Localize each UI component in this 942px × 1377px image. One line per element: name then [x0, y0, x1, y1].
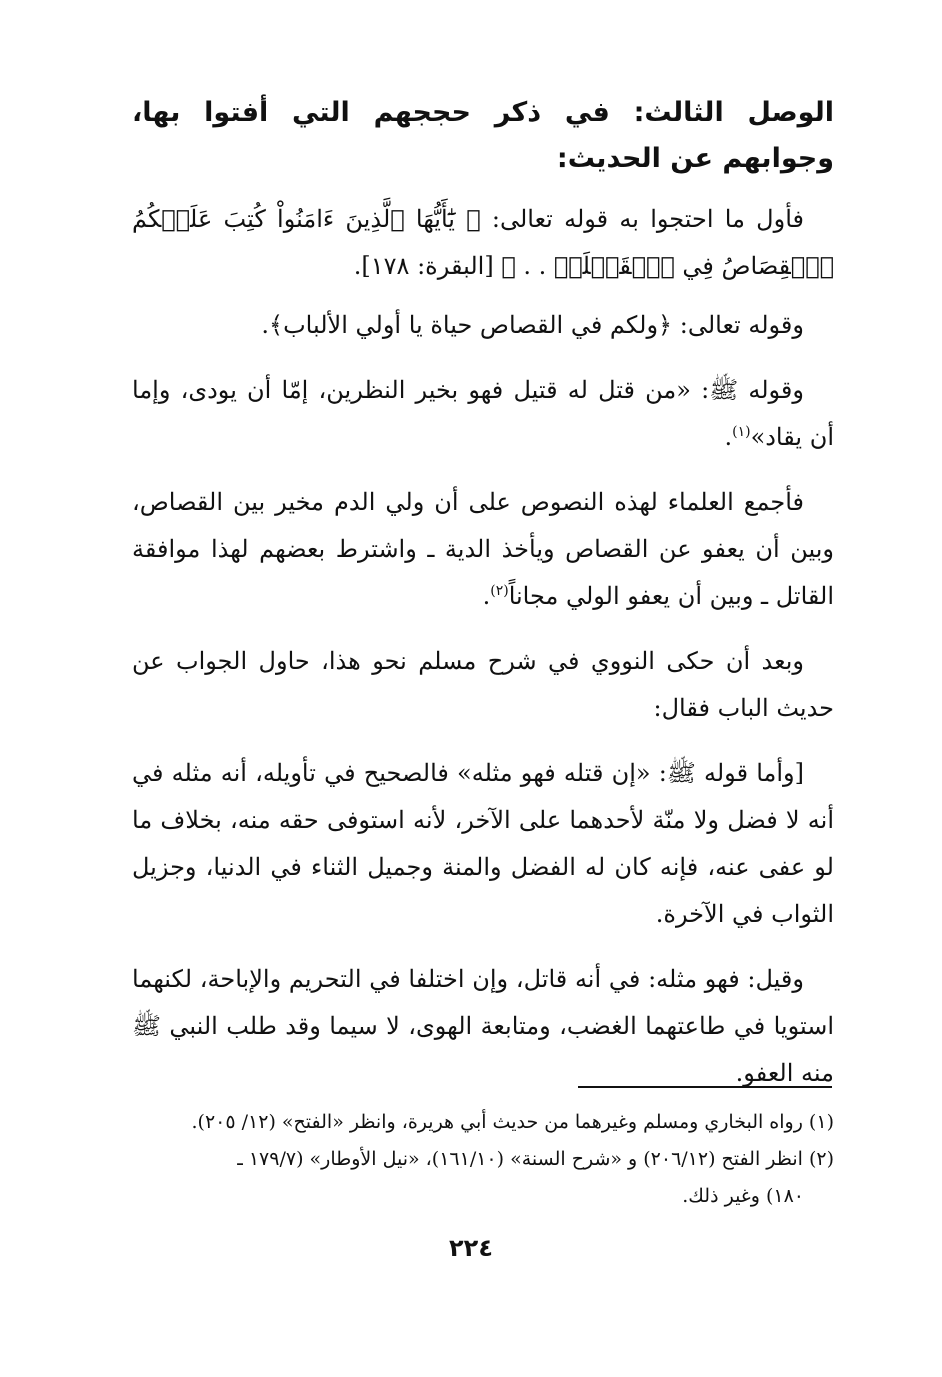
paragraph-text: [وأما قوله ﷺ: «إن قتله فهو مثله» فالصحيح في تأويله، أنه مثله في أنه لا فضل ولا منّة لأحدهما على الآخر، لأنه استوفى حقه منه، بخلاف ما لو عفى عنه، فإنه كان له الفضل والمنة وجميل الثناء في الدنيا، وجزيل الثواب في الآخرة. — [132, 759, 834, 928]
footnote-2: (٢) انظر الفتح (٢٠٦/١٢) و «شرح السنة» (١٦١/١٠)، «نيل الأوطار» (١٧٩/٧ ـ — [237, 1148, 834, 1170]
page-number: ٢٢٤ — [449, 1234, 493, 1262]
paragraph-tail: . — [724, 423, 733, 451]
paragraph-text: وبعد أن حكى النووي في شرح مسلم نحو هذا، حاول الجواب عن حديث الباب فقال: — [132, 647, 834, 722]
footnotes — [132, 1104, 834, 1215]
paragraph-verse-2 — [132, 302, 834, 349]
footnote-2-continued: ١٨٠) وغير ذلك. — [682, 1185, 804, 1207]
paragraph-text: وقيل: فهو مثله: في أنه قاتل، وإن اختلفا في التحريم والإباحة، لكنهما استويا في طاعتهما الغضب، ومتابعة الهوى، لا سيما وقد طلب النبي ﷺ منه العفو. — [132, 965, 834, 1087]
paragraph-hadith — [132, 367, 834, 461]
paragraph-quran-verse — [132, 196, 834, 290]
paragraph-tail: . — [482, 582, 491, 610]
paragraph-alternative — [132, 956, 834, 1097]
paragraph-text: فأجمع العلماء لهذه النصوص على أن ولي الدم مخير بين القصاص، وبين أن يعفو عن القصاص ويأخذ الدية ـ واشترط بعضهم لهذا موافقة القاتل ـ وبين أن يعفو الولي مجاناً — [132, 488, 834, 610]
footnote-divider — [578, 1086, 832, 1088]
paragraph-text: وقوله تعالى: ﴿ولكم في القصاص حياة يا أولي الألباب﴾. — [261, 311, 804, 339]
section-heading: الوصل الثالث: في ذكر حججهم التي أفتوا بها، وجوابهم عن الحديث: — [132, 97, 834, 174]
paragraph-text: وقوله ﷺ: «من قتل له قتيل فهو بخير النظرين، إمّا أن يودى، وإما أن يقاد» — [132, 376, 834, 451]
footnote-1: (١) رواه البخاري ومسلم وغيرهما من حديث أبي هريرة، وانظر «الفتح» (١٢/ ٢٠٥). — [191, 1111, 834, 1133]
paragraph-nawawi — [132, 638, 834, 732]
paragraph-consensus — [132, 479, 834, 620]
paragraph-text: فأول ما احتجوا به قوله تعالى: ﴿ يَٰٓأَيُّهَا ٱلَّذِينَ ءَامَنُواْ كُتِبَ عَلَيۡكُمُ ٱلۡقِصَاصُ فِي ٱلۡقَتۡلَىۖ . . ﴾ [البقرة: ١٧٨]. — [132, 205, 834, 280]
footnote-ref: (١) — [732, 424, 751, 440]
footnote-ref: (٢) — [490, 583, 509, 599]
paragraph-quote — [132, 750, 834, 938]
